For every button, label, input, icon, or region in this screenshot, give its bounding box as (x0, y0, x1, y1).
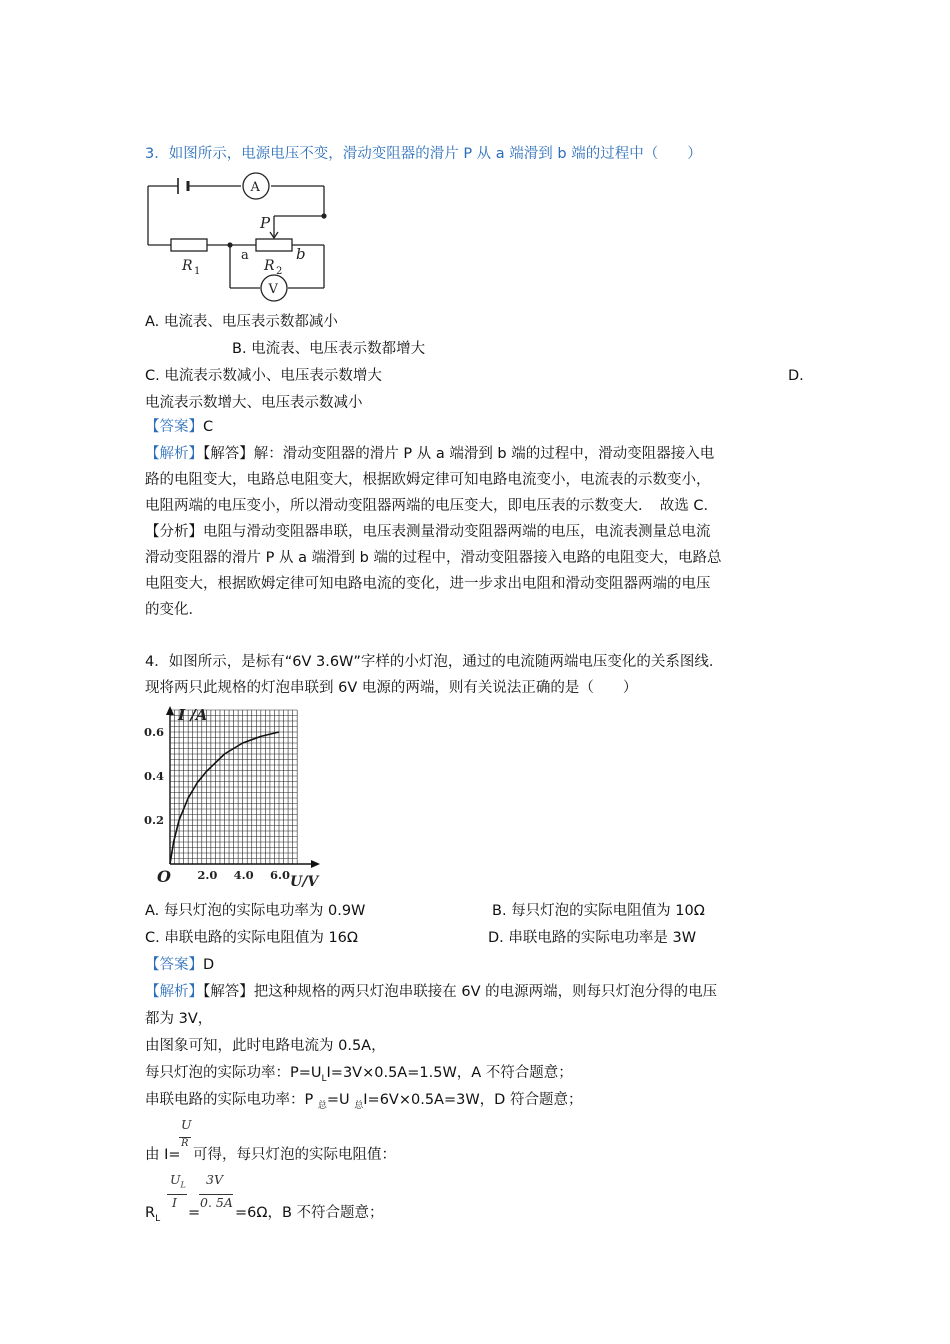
y-tick-label: 0.6 (144, 725, 165, 739)
q4-analysis-line-3: 由图象可知，此时电路电流为 0.5A， (145, 1038, 386, 1054)
label-r1: R (182, 258, 193, 274)
voltmeter-symbol: V (268, 282, 278, 297)
frac3-denominator: 0. 5A (200, 1195, 233, 1210)
label-r2-sub: 2 (276, 266, 283, 277)
q4-by-prefix: 由 I= (145, 1147, 181, 1163)
q3-option-b: B. 电流表、电压表示数都增大 (232, 341, 426, 357)
q4-analysis-line-5: 串联电路的实际电功率：P $_总$=U $_总$I=6V×0.5A=3W，D 符合题意； (145, 1092, 583, 1111)
q4-option-c: C. 串联电路的实际电阻值为 16Ω (145, 930, 358, 946)
q4-question-line-1: 4．如图所示，是标有“6V 3.6W”字样的小灯泡，通过的电流随两端电压变化的关系图线． (145, 654, 724, 670)
chart-origin: O (157, 867, 171, 886)
q4-rl-eq: = (188, 1205, 201, 1221)
frac3-numerator: 3V (206, 1172, 223, 1187)
y-tick-label: 0.2 (144, 813, 165, 827)
q4-by-suffix: 可得，每只灯泡的实际电阻值： (193, 1147, 396, 1163)
q3-fenxi-line-4: 的变化． (145, 602, 203, 618)
label-p: P (260, 214, 271, 232)
q3-fenxi-line-3: 电阻变大，根据欧姆定律可知电路电流的变化，进一步求出电阻和滑动变阻器两端的电压 (145, 576, 711, 592)
y-tick-label: 0.4 (144, 769, 165, 783)
label-b: b (296, 245, 306, 263)
x-tick-label: 6.0 (270, 868, 291, 882)
q3-question: 3．如图所示，电源电压不变，滑动变阻器的滑片 P 从 a 端滑到 b 端的过程中（ ） (145, 146, 702, 162)
ammeter-symbol: A (250, 180, 260, 195)
q4-option-b: B. 每只灯泡的实际电阻值为 10Ω (492, 903, 705, 919)
q3-analysis-line-1: 【解析】【解答】解：滑动变阻器的滑片 P 从 a 端滑到 b 端的过程中，滑动变阻器接入电 (145, 446, 715, 462)
q4-option-a: A. 每只灯泡的实际电功率为 0.9W (145, 903, 366, 919)
q4-analysis-line-4: 每只灯泡的实际功率：$P=U_LI=3V\times 0.5A=1.5W$，A 不符合题意； (145, 1065, 573, 1084)
q3-circuit-figure (140, 170, 340, 305)
q3-analysis-line-3: 电阻两端的电压变小，所以滑动变阻器两端的电压变大，即电压表的示数变大． 故选 C． (145, 498, 718, 514)
q3-fenxi-line-2: 滑动变阻器的滑片 P 从 a 端滑到 b 端的过程中，滑动变阻器接入电路的电阻变大，电路总 (145, 550, 722, 566)
x-tick-label: 2.0 (197, 868, 218, 882)
label-a: a (241, 248, 249, 263)
frac2-bar (167, 1194, 187, 1195)
q4-answer: 【答案】D (145, 957, 215, 973)
chart-ylabel: I /A (178, 706, 208, 724)
q4-option-d: D. 串联电路的实际电功率是 3W (488, 930, 697, 946)
q4-rl-line: $R_L$ (145, 1205, 161, 1224)
label-r1-sub: 1 (194, 266, 201, 277)
q3-option-d-text: 电流表示数增大、电压表示数减小 (145, 395, 363, 411)
frac1-denominator: R (181, 1138, 189, 1149)
frac2-denominator: I (172, 1195, 177, 1210)
frac1-numerator: U (181, 1117, 192, 1132)
y-axis-arrow (166, 706, 174, 715)
frac2-numerator: $U_L$ (170, 1172, 186, 1190)
chart-grid (170, 710, 297, 864)
chart-xlabel: U/V (290, 874, 319, 890)
q4-analysis-line-2: 都为 3V， (145, 1011, 213, 1027)
q4-analysis-line-1: 【解析】【解答】把这种规格的两只灯泡串联接在 6V 的电源两端，则每只灯泡分得的电压 (145, 984, 718, 1000)
q3-option-a: A. 电流表、电压表示数都减小 (145, 314, 338, 330)
q3-answer: 【答案】C (145, 419, 214, 435)
q3-analysis-line-2: 路的电阻变大，电路总电阻变大，根据欧姆定律可知电路电流变小，电流表的示数变小， (145, 472, 711, 488)
q4-question-line-2: 现将两只此规格的灯泡串联到 6V 电源的两端，则有关说法正确的是（ ） (145, 680, 638, 696)
q3-option-d-label: D. (788, 368, 804, 384)
x-axis-arrow (311, 860, 320, 868)
q3-option-c: C. 电流表示数减小、电压表示数增大 (145, 368, 382, 384)
x-tick-label: 4.0 (233, 868, 254, 882)
label-r2: R (264, 258, 275, 274)
q4-rl-result: =6Ω，B 不符合题意； (235, 1205, 384, 1221)
iu-chart (140, 700, 340, 895)
q3-fenxi-line-1: 【分析】电阻与滑动变阻器串联，电压表测量滑动变阻器两端的电压，电流表测量总电流 (145, 524, 711, 540)
